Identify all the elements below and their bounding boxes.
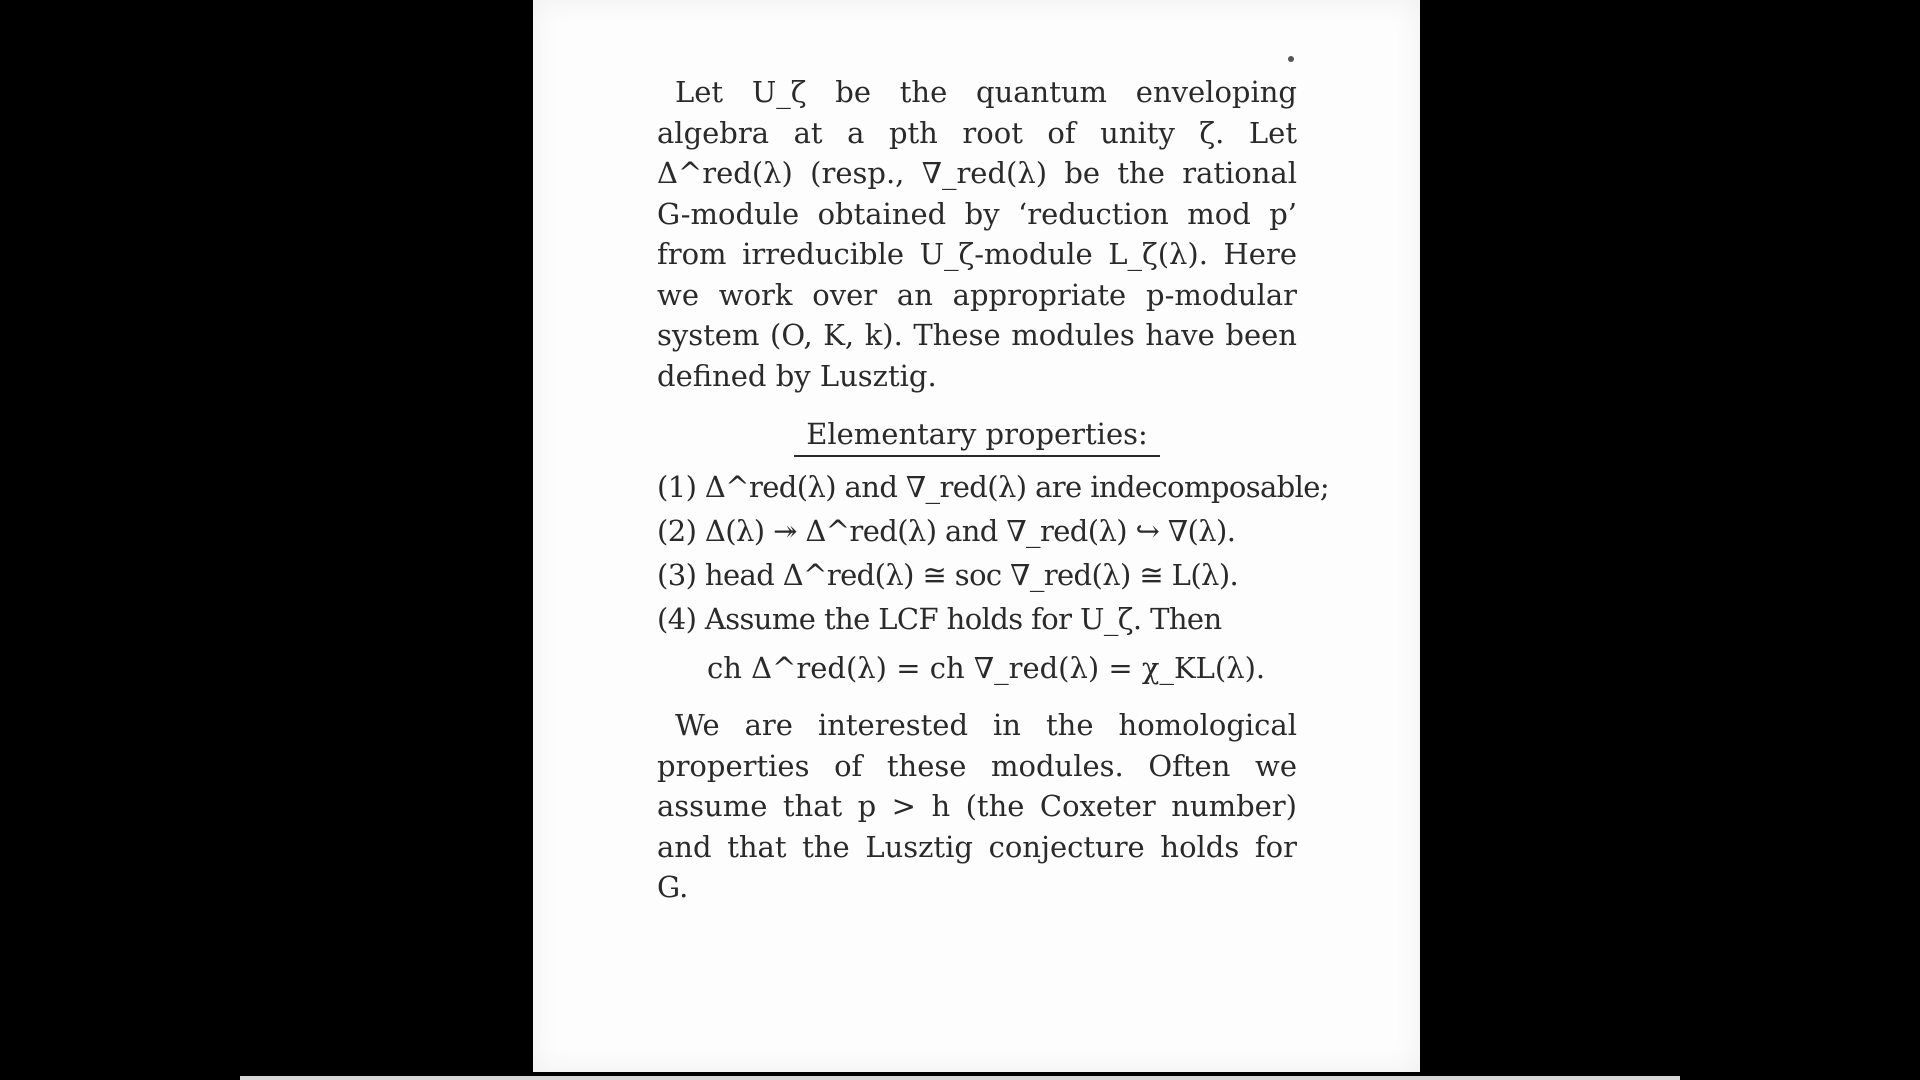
bottom-strip <box>240 1076 1680 1080</box>
properties-list <box>657 465 1330 641</box>
section-heading: Elementary properties: <box>794 415 1160 457</box>
slide-content <box>657 72 1330 908</box>
closing-paragraph: We are interested in the homological properties of these modules. Often we assume that p > h (the Coxeter number) and that the Lusztig conjecture holds for G. <box>657 708 1297 904</box>
heading-wrap <box>657 414 1297 457</box>
character-formula: ch Δ^red(λ) = ch ∇_red(λ) = χ_KL(λ). <box>707 651 1266 685</box>
slide-mark <box>1288 56 1294 62</box>
property-item: (2) Δ(λ) ↠ Δ^red(λ) and ∇_red(λ) ↪ ∇(λ). <box>657 514 1236 548</box>
property-item: (4) Assume the LCF holds for U_ζ. Then <box>657 602 1222 636</box>
intro-paragraph: Let U_ζ be the quantum enveloping algebra at a pth root of unity ζ. Let Δ^red(λ) (resp., ∇_red(λ) be the rational G-module obtained by ‘reduction mod p’ from irreducible U_ζ-module L_ζ(λ). Here we work over an appropriate p-modular system (O, K, k). These modules have been defined by Lusztig. <box>657 75 1297 393</box>
property-item: (1) Δ^red(λ) and ∇_red(λ) are indecomposable; <box>657 470 1330 504</box>
lecture-slide <box>533 0 1420 1072</box>
property-item: (3) head Δ^red(λ) ≅ soc ∇_red(λ) ≅ L(λ). <box>657 558 1239 592</box>
